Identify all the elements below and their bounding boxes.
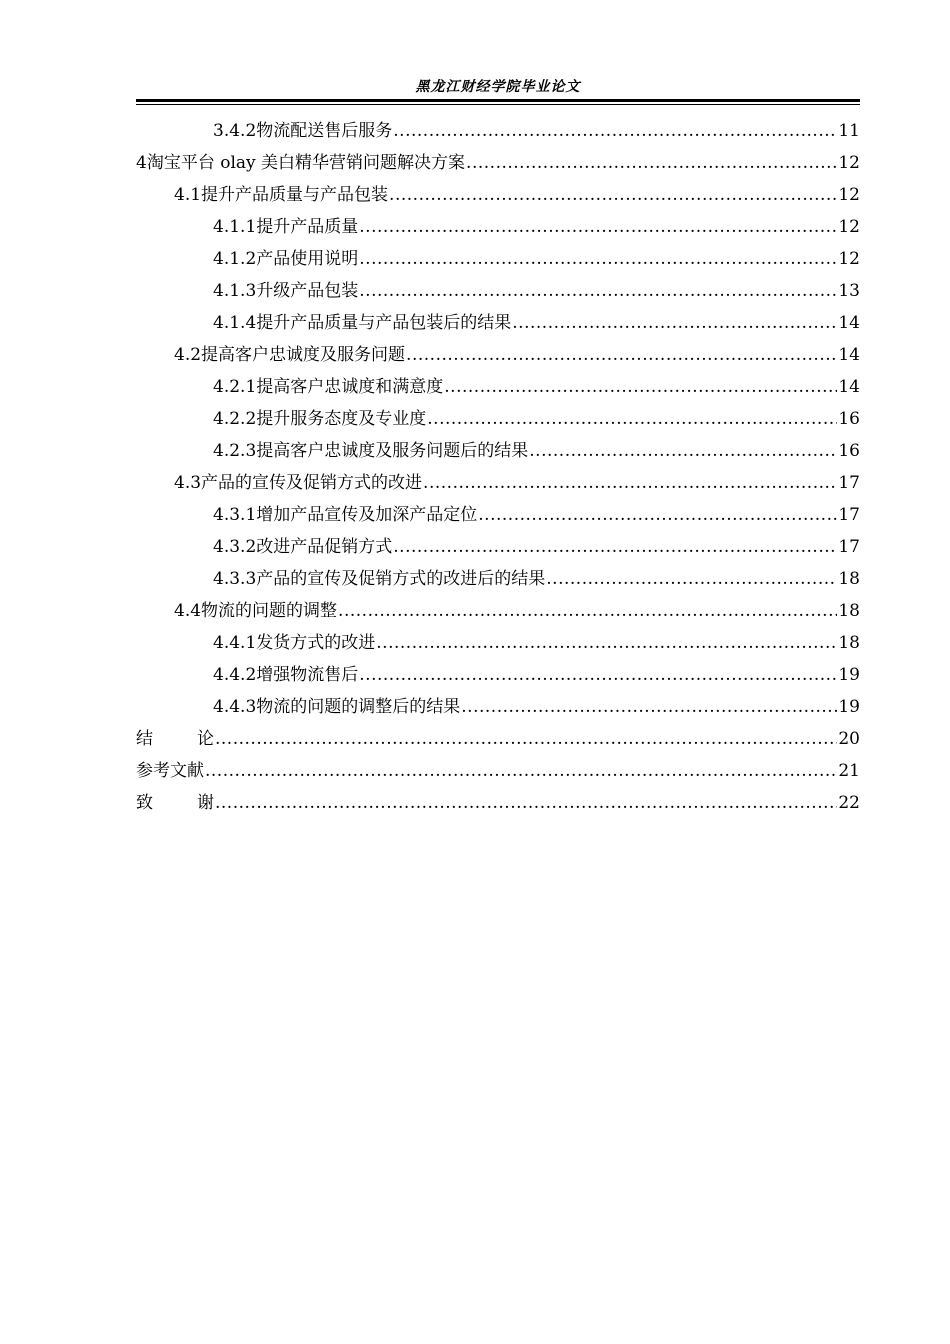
- toc-entry-page: 12: [838, 153, 860, 173]
- toc-entry-number: 4.4: [174, 601, 202, 621]
- toc-entry-title: 提升产品质量与产品包装: [201, 185, 389, 205]
- toc-entry-number: 4.3: [174, 473, 202, 493]
- toc-leader-dots: [423, 467, 837, 499]
- toc-entry-page: 16: [838, 409, 860, 429]
- toc-entry-4-2-3[interactable]: [136, 435, 860, 467]
- toc-entry-acknowledgements[interactable]: [136, 787, 860, 819]
- toc-leader-dots: [444, 371, 837, 403]
- toc-entry-title: 参考文献: [136, 761, 204, 781]
- toc-leader-dots: [427, 403, 837, 435]
- toc-entry-title: [136, 787, 214, 819]
- toc-entry-title: 物流的问题的调整: [201, 601, 338, 621]
- toc-entry-page: 12: [838, 185, 860, 205]
- toc-entry-page: 21: [838, 761, 860, 781]
- toc-entry-conclusion[interactable]: [136, 723, 860, 755]
- toc-entry-title: 提升服务态度及专业度: [256, 409, 427, 429]
- toc-entry-4-4-2[interactable]: [136, 659, 860, 691]
- header-rule-thin: [136, 104, 860, 105]
- toc-entry-page: 18: [838, 601, 860, 621]
- toc-entry-title: 升级产品包装: [256, 281, 359, 301]
- toc-entry-4-1-4[interactable]: [136, 307, 860, 339]
- toc-leader-dots: [215, 723, 837, 755]
- toc-entry-number: 4.4.3: [213, 697, 257, 717]
- toc-entry-4-3-1[interactable]: [136, 499, 860, 531]
- toc-entry-title: 提升产品质量与产品包装后的结果: [256, 313, 512, 333]
- toc-entry-4-2-2[interactable]: [136, 403, 860, 435]
- toc-entry-4-3-2[interactable]: [136, 531, 860, 563]
- toc-entry-page: 20: [838, 729, 860, 749]
- toc-leader-dots: [389, 179, 837, 211]
- toc-entry-page: 12: [838, 217, 860, 237]
- toc-entry-4-4-3[interactable]: [136, 691, 860, 723]
- toc-entry-number: 4.1: [174, 185, 202, 205]
- toc-leader-dots: [359, 275, 837, 307]
- toc-entry-number: 4.2: [174, 345, 202, 365]
- toc-entry-4-4-1[interactable]: [136, 627, 860, 659]
- toc-entry-number: 4.2.3: [213, 441, 257, 461]
- toc-entry-title: 产品的宣传及促销方式的改进后的结果: [256, 569, 546, 589]
- toc-entry-title: 产品的宣传及促销方式的改进: [201, 473, 423, 493]
- toc-entry-title: 提高客户忠诚度及服务问题: [201, 345, 406, 365]
- toc-entry-title: 产品使用说明: [256, 249, 359, 269]
- toc-leader-dots: [359, 243, 837, 275]
- toc-leader-dots: [376, 627, 837, 659]
- toc-entry-number: 4.4.2: [213, 665, 257, 685]
- toc-entry-page: 17: [838, 537, 860, 557]
- toc-leader-dots: [406, 339, 837, 371]
- toc-entry-4-3[interactable]: [136, 467, 860, 499]
- toc-title-char: 论: [197, 729, 214, 749]
- toc-entry-title: [136, 723, 214, 755]
- toc-entry-number: 3.4.2: [213, 121, 257, 141]
- toc-entry-4-3-3[interactable]: [136, 563, 860, 595]
- table-of-contents: [136, 115, 860, 819]
- toc-entry-title: 改进产品促销方式: [256, 537, 393, 557]
- toc-entry-page: 18: [838, 633, 860, 653]
- toc-entry-page: 17: [838, 505, 860, 525]
- toc-entry-title: 物流配送售后服务: [256, 121, 393, 141]
- toc-entry-title: 增强物流售后: [256, 665, 359, 685]
- toc-leader-dots: [546, 563, 837, 595]
- toc-entry-title: 物流的问题的调整后的结果: [256, 697, 461, 717]
- toc-entry-references[interactable]: [136, 755, 860, 787]
- toc-entry-number: 4.1.3: [213, 281, 257, 301]
- toc-entry-page: 17: [838, 473, 860, 493]
- toc-entry-number: 4.1.4: [213, 313, 257, 333]
- toc-entry-page: 14: [838, 377, 860, 397]
- toc-entry-page: 18: [838, 569, 860, 589]
- toc-entry-page: 12: [838, 249, 860, 269]
- toc-entry-title: 淘宝平台 olay 美白精华营销问题解决方案: [146, 153, 466, 173]
- toc-entry-number: 4.3.3: [213, 569, 257, 589]
- toc-title-char: 谢: [197, 793, 214, 813]
- toc-entry-page: 14: [838, 313, 860, 333]
- toc-entry-title: 提升产品质量: [256, 217, 359, 237]
- toc-entry-page: 19: [838, 665, 860, 685]
- toc-entry-page: 14: [838, 345, 860, 365]
- toc-leader-dots: [215, 787, 837, 819]
- toc-leader-dots: [393, 531, 837, 563]
- toc-entry-title: 提高客户忠诚度及服务问题后的结果: [256, 441, 529, 461]
- toc-leader-dots: [512, 307, 837, 339]
- toc-entry-number: 4.3.2: [213, 537, 257, 557]
- toc-entry-4[interactable]: [136, 147, 860, 179]
- toc-title-char: 致: [136, 793, 153, 813]
- toc-entry-number: 4.4.1: [213, 633, 257, 653]
- toc-title-char: 结: [136, 729, 153, 749]
- toc-entry-4-1-2[interactable]: [136, 243, 860, 275]
- toc-leader-dots: [205, 755, 837, 787]
- toc-leader-dots: [478, 499, 837, 531]
- toc-entry-page: 19: [838, 697, 860, 717]
- toc-entry-number: 4.1.1: [213, 217, 257, 237]
- toc-leader-dots: [466, 147, 837, 179]
- toc-entry-3-4-2[interactable]: [136, 115, 860, 147]
- toc-leader-dots: [338, 595, 837, 627]
- toc-entry-page: 13: [838, 281, 860, 301]
- toc-entry-4-2[interactable]: [136, 339, 860, 371]
- toc-leader-dots: [359, 211, 837, 243]
- toc-entry-4-4[interactable]: [136, 595, 860, 627]
- toc-entry-number: 4.1.2: [213, 249, 257, 269]
- toc-leader-dots: [529, 435, 837, 467]
- toc-entry-number: 4.2.2: [213, 409, 257, 429]
- toc-entry-number: 4: [136, 153, 147, 173]
- toc-leader-dots: [393, 115, 837, 147]
- page-header-title: 黑龙江财经学院毕业论文: [415, 79, 581, 95]
- toc-entry-4-2-1[interactable]: [136, 371, 860, 403]
- toc-entry-4-1-3[interactable]: [136, 275, 860, 307]
- toc-leader-dots: [359, 659, 837, 691]
- toc-entry-page: 22: [838, 793, 860, 813]
- toc-entry-page: 16: [838, 441, 860, 461]
- toc-entry-page: 11: [838, 121, 860, 141]
- toc-leader-dots: [461, 691, 837, 723]
- toc-entry-title: 增加产品宣传及加深产品定位: [256, 505, 478, 525]
- toc-entry-number: 4.3.1: [213, 505, 257, 525]
- toc-entry-title: 发货方式的改进: [256, 633, 376, 653]
- toc-entry-title: 提高客户忠诚度和满意度: [256, 377, 444, 397]
- toc-entry-number: 4.2.1: [213, 377, 257, 397]
- toc-entry-4-1-1[interactable]: [136, 211, 860, 243]
- header-rule-thick: [136, 99, 860, 102]
- toc-entry-4-1[interactable]: [136, 179, 860, 211]
